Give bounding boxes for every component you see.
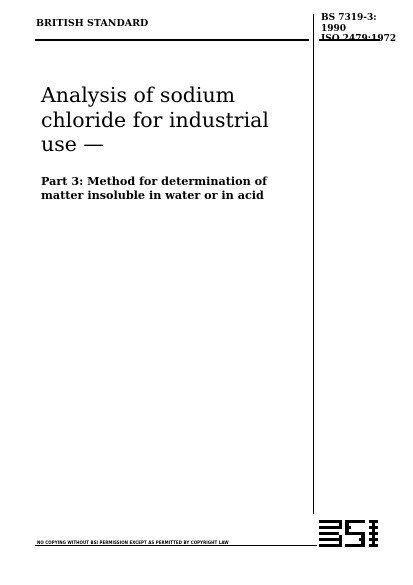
document-subtitle [41, 174, 267, 202]
bsi-logo-icon [319, 518, 380, 552]
standard-number-year: 1990 [321, 23, 347, 34]
document-title [41, 83, 306, 157]
document-subtitle-line: matter insoluble in water or in acid [41, 188, 264, 202]
standard-number-block [321, 13, 396, 45]
top-rule-left [35, 39, 309, 41]
document-title-line: use — [41, 132, 104, 156]
document-title-line: chloride for industrial [41, 107, 269, 132]
copyright-notice: NO COPYING WITHOUT BSI PERMISSION EXCEPT AS PERMITTED BY COPYRIGHT LAW [37, 540, 229, 545]
standard-number-bs: BS 7319-3: [321, 13, 377, 23]
standard-number-iso: ISO 2479:1972 [321, 34, 397, 44]
bsi-logo [319, 518, 380, 552]
document-subtitle-line: Part 3: Method for determination of [41, 174, 267, 188]
document-title-line: Analysis of sodium [41, 83, 236, 107]
bottom-rule [35, 545, 317, 546]
vertical-rule [313, 14, 314, 514]
standard-type-label: BRITISH STANDARD [36, 18, 149, 29]
